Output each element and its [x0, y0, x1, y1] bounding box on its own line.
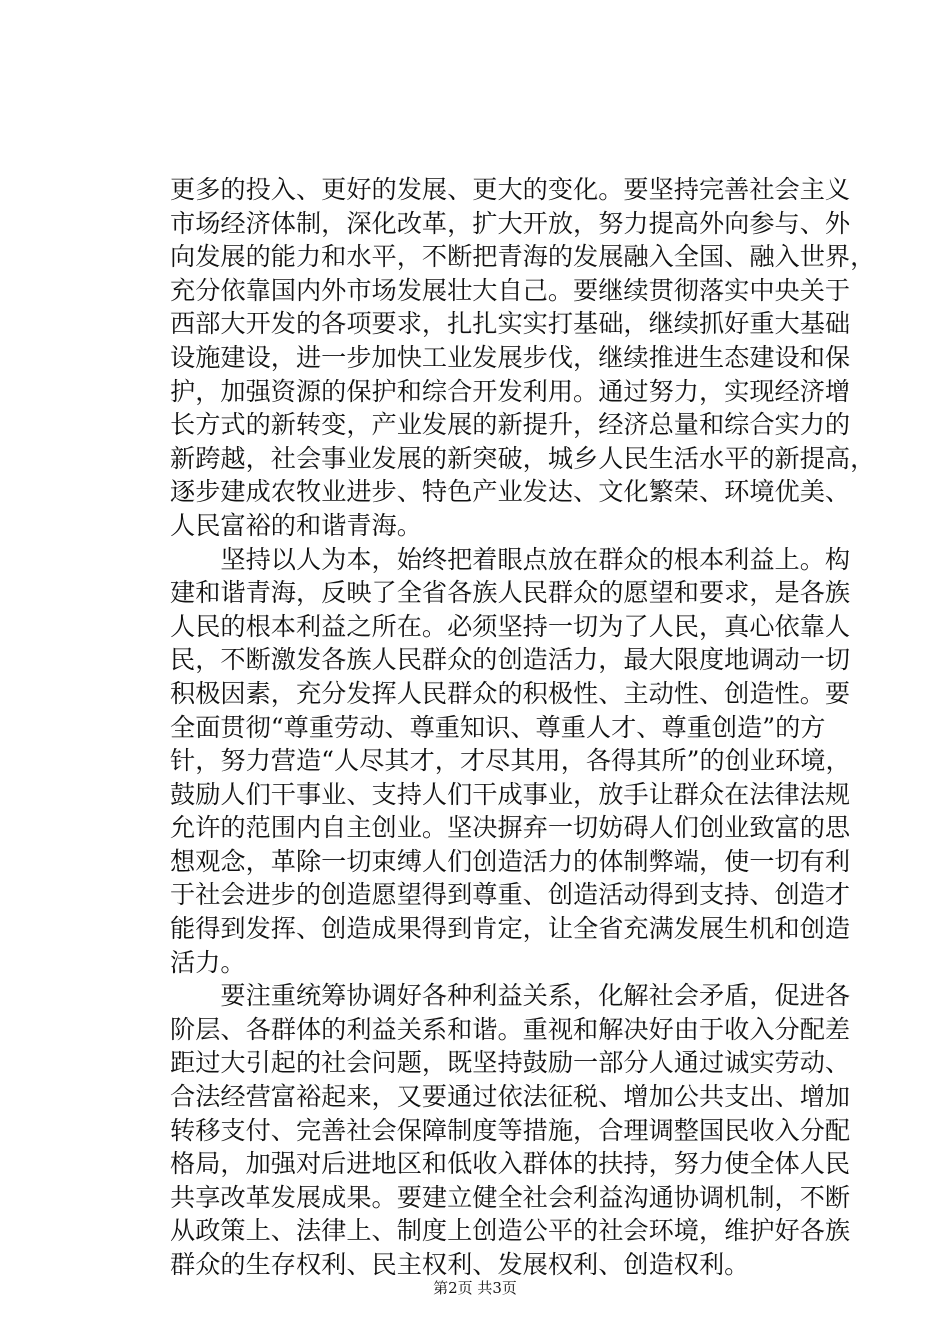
- text-line: 民，不断激发各族人民群众的创造活力，最大限度地调动一切: [170, 645, 851, 675]
- text-line: 建和谐青海，反映了全省各族人民群众的愿望和要求，是各族: [170, 578, 851, 608]
- text-line: 要注重统筹协调好各种利益关系，化解社会矛盾，促进各: [170, 981, 851, 1011]
- body-text: [170, 173, 876, 1282]
- text-line: 转移支付、完善社会保障制度等措施，合理调整国民收入分配: [170, 1115, 851, 1145]
- text-line: 长方式的新转变，产业发展的新提升，经济总量和综合实力的: [170, 410, 851, 440]
- text-line: 鼓励人们干事业、支持人们干成事业，放手让群众在法律法规: [170, 779, 851, 809]
- text-line: 合法经营富裕起来，又要通过依法征税、增加公共支出、增加: [170, 1082, 851, 1112]
- page-footer: 第2页 共3页: [433, 1279, 517, 1297]
- text-line: 群众的生存权利、民主权利、发展权利、创造权利。: [170, 1250, 750, 1279]
- text-line: 充分依靠国内外市场发展壮大自己。要继续贯彻落实中央关于: [170, 275, 851, 305]
- text-line: 于社会进步的创造愿望得到尊重、创造活动得到支持、创造才: [170, 880, 851, 910]
- text-line: 想观念，革除一切束缚人们创造活力的体制弊端，使一切有利: [170, 846, 851, 876]
- text-line: 共享改革发展成果。要建立健全社会利益沟通协调机制，不断: [170, 1182, 851, 1212]
- text-line: 人民的根本利益之所在。必须坚持一切为了人民，真心依靠人: [170, 611, 851, 641]
- text-line: 逐步建成农牧业进步、特色产业发达、文化繁荣、环境优美、: [170, 477, 851, 507]
- text-line: 活力。: [170, 947, 246, 977]
- text-line: 从政策上、法律上、制度上创造公平的社会环境，维护好各族: [170, 1216, 851, 1246]
- text-line: 向发展的能力和水平，不断把青海的发展融入全国、融入世界，: [170, 242, 876, 272]
- text-line: 西部大开发的各项要求，扎扎实实打基础，继续抓好重大基础: [170, 309, 851, 339]
- text-line: 人民富裕的和谐青海。: [170, 510, 422, 540]
- text-line: 全面贯彻“尊重劳动、尊重知识、尊重人才、尊重创造”的方: [170, 712, 826, 742]
- text-line: 护，加强资源的保护和综合开发利用。通过努力，实现经济增: [170, 376, 851, 406]
- text-line: 格局，加强对后进地区和低收入群体的扶持，努力使全体人民: [170, 1149, 851, 1179]
- text-line: 针，努力营造“人尽其才，才尽其用，各得其所”的创业环境，: [170, 746, 851, 776]
- text-line: 市场经济体制，深化改革，扩大开放，努力提高外向参与、外: [170, 208, 851, 238]
- text-line: 阶层、各群体的利益关系和谐。重视和解决好由于收入分配差: [170, 1014, 851, 1044]
- text-line: 更多的投入、更好的发展、更大的变化。要坚持完善社会主义: [170, 175, 851, 204]
- text-line: 积极因素，充分发挥人民群众的积极性、主动性、创造性。要: [170, 678, 851, 708]
- text-line: 距过大引起的社会问题，既坚持鼓励一部分人通过诚实劳动、: [170, 1048, 851, 1078]
- text-line: 设施建设，进一步加快工业发展步伐，继续推进生态建设和保: [170, 342, 851, 372]
- text-line: 允许的范围内自主创业。坚决摒弃一切妨碍人们创业致富的思: [170, 813, 851, 843]
- text-line: 坚持以人为本，始终把着眼点放在群众的根本利益上。构: [170, 544, 851, 574]
- text-line: 能得到发挥、创造成果得到肯定，让全省充满发展生机和创造: [170, 914, 851, 944]
- text-line: 新跨越，社会事业发展的新突破，城乡人民生活水平的新提高，: [170, 443, 876, 473]
